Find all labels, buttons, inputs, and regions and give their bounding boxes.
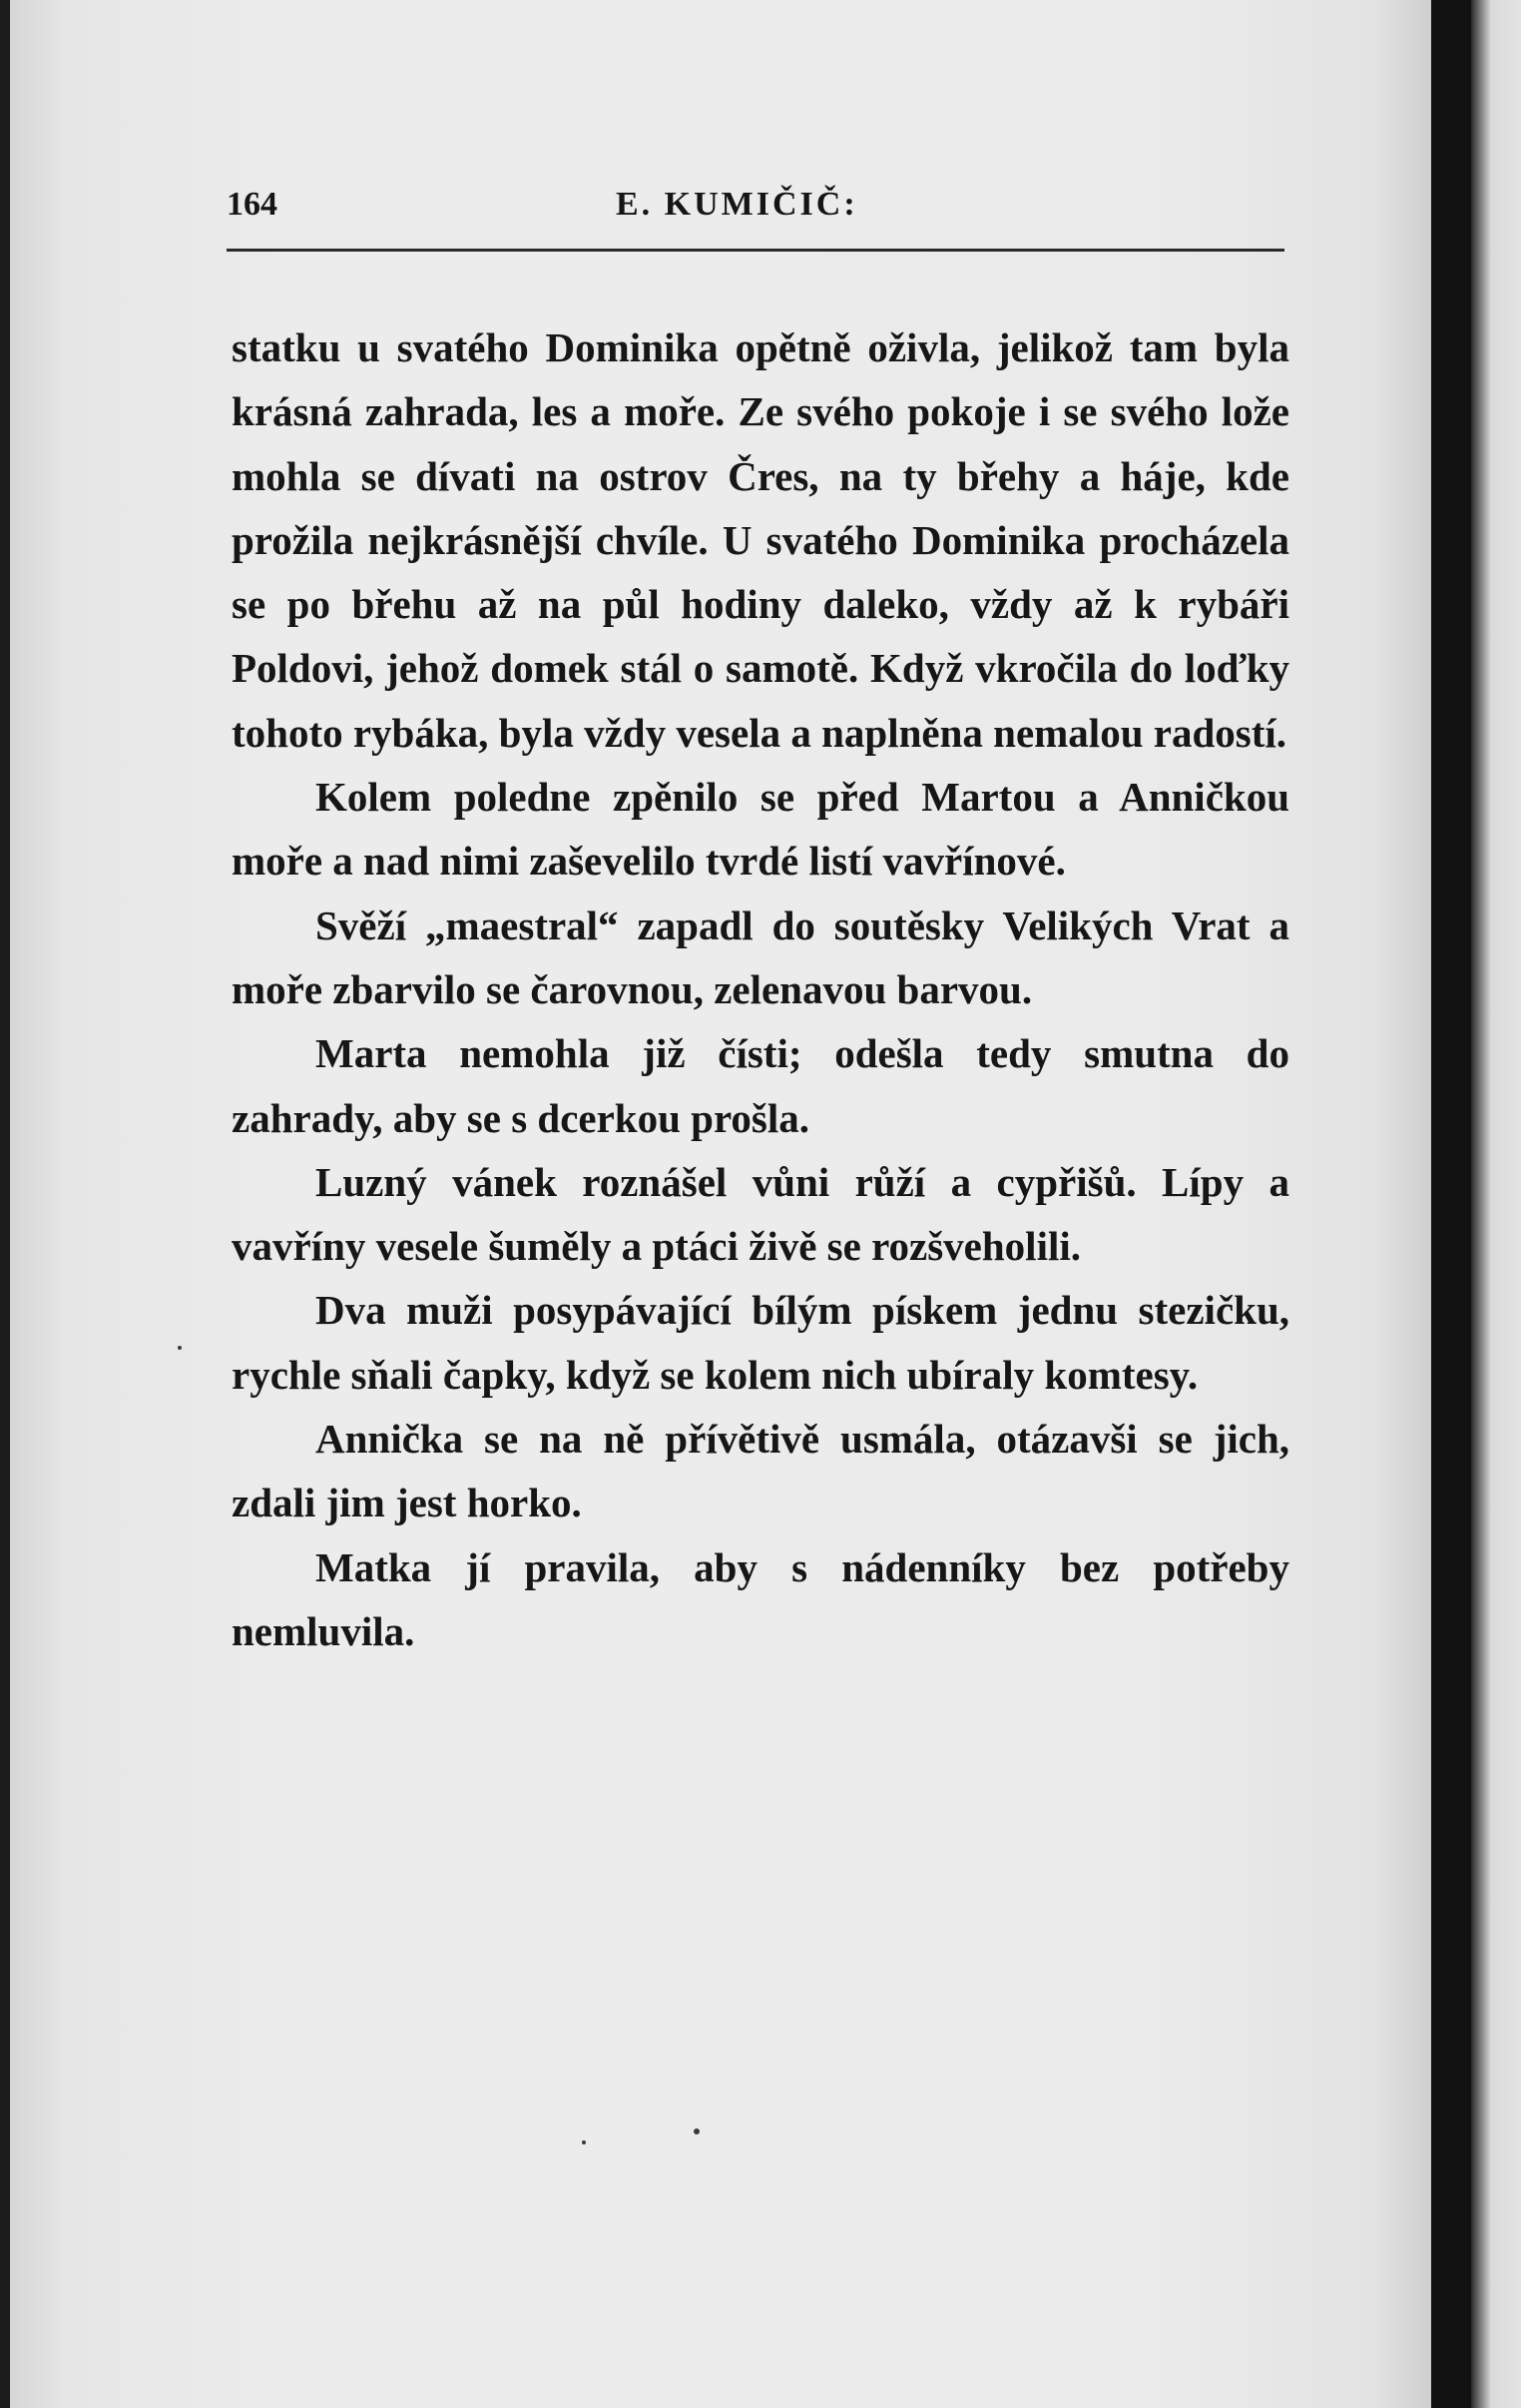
header-rule: [227, 249, 1284, 252]
body-text: [232, 315, 1289, 1663]
paragraph: Luzný vánek roznášel vůni růží a cypřišů. Lípy a vavříny vesele šuměly a ptáci živě se rozšveholili.: [232, 1158, 1289, 1270]
paragraph: statku u svatého Dominika opětně oživla, jelikož tam byla krásná zahrada, les a moře. Ze svého pokoje i se svého lože mohla se dívati na ostrov Čres, na ty břehy a háje, kde prožila nejkrásnější chvíle. U svatého Dominika procházela se po břehu až na půl hodiny daleko, vždy až k rybáři Poldovi, jehož domek stál o samotě. Když vkročila do loďky tohoto rybáka, byla vždy vesela a naplněna nemalou radostí.: [232, 324, 1289, 756]
next-page-sliver: [1471, 0, 1521, 2408]
page-header: [227, 178, 1284, 238]
page-number: 164: [227, 186, 277, 223]
adjacent-page-edge: [1431, 0, 1521, 2408]
paragraph: Marta nemohla již čísti; odešla tedy smutna do zahrady, aby se s dcerkou prošla.: [232, 1030, 1289, 1141]
paragraph: Kolem poledne zpěnilo se před Martou a Anničkou moře a nad nimi zaševelilo tvrdé listí vavřínové.: [232, 774, 1289, 885]
ink-speck: [178, 1346, 182, 1350]
paragraph: Dva muži posypávající bílým pískem jednu stezičku, rychle sňali čapky, když se kolem nich ubíraly komtesy.: [232, 1287, 1289, 1398]
ink-speck: [582, 2140, 586, 2144]
ink-speck: [694, 2128, 700, 2134]
running-head: E. KUMIČIČ:: [616, 186, 858, 223]
paragraph: Annička se na ně přívětivě usmála, otázavši se jich, zdali jim jest horko.: [232, 1416, 1289, 1526]
paragraph: Matka jí pravila, aby s nádenníky bez potřeby nemluvila.: [232, 1543, 1289, 1654]
paragraph: Svěží „maestral“ zapadl do soutěsky Velikých Vrat a moře zbarvilo se čarovnou, zelenavou barvou.: [232, 902, 1289, 1012]
